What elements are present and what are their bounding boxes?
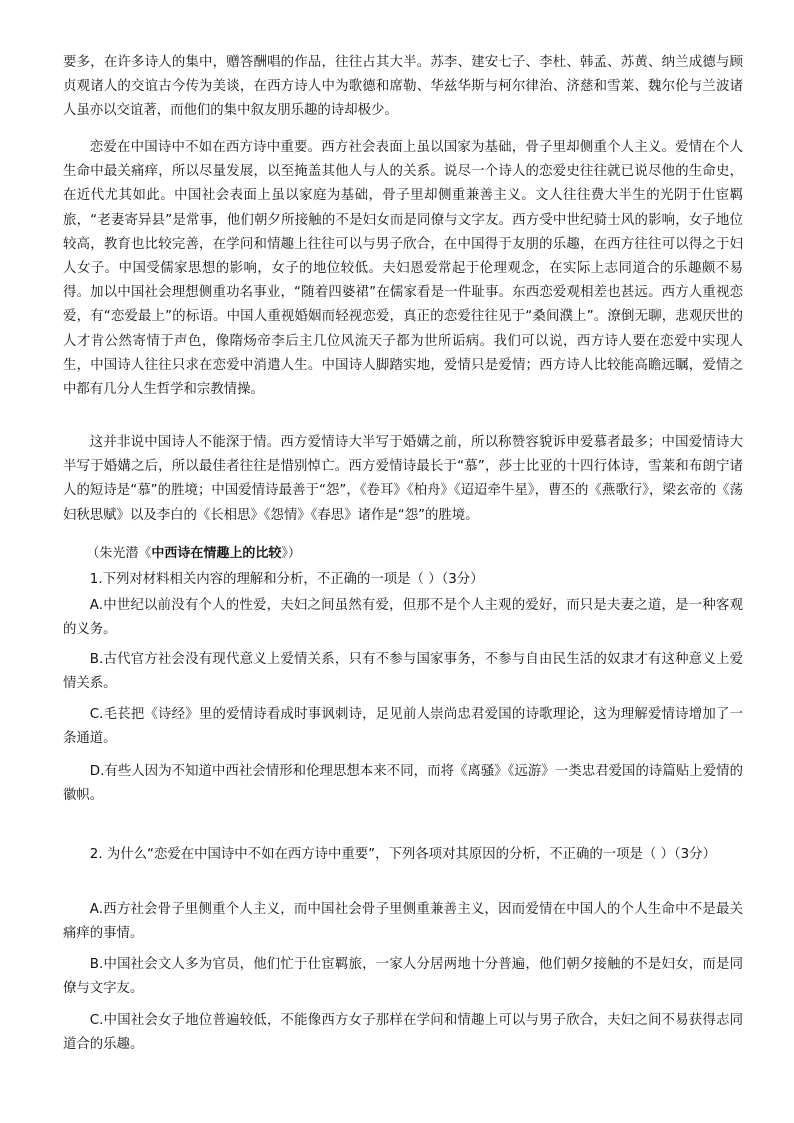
source-close: 》）	[281, 546, 301, 561]
question-1-option-c: C.毛苌把《诗经》里的爱情诗看成时事讽刺诗，足见前人崇尚忠君爱国的诗歌理论，这为理解爱情诗增加了一条通道。	[63, 707, 743, 747]
paragraph-love-importance: 恋爱在中国诗中不如在西方诗中重要。西方社会表面上虽以国家为基础，骨子里却侧重个人主义。爱情在个人生命中最关痛痒，所以尽量发展，以至掩盖其他人与人的关系。说尽一个诗人的恋爱史往往就已说尽他的生命史，在近代尤其如此。中国社会表面上虽以家庭为基础，骨子里却侧重兼善主义。文人往往费大半生的光阴于仕宦羁旅，“老妻寄异县”是常事，他们朝夕所接触的不是妇女而是同僚与文字友。西方受中世纪骑士风的影响，女子地位较高，教育也比较完善，在学问和情趣上往往可以与男子欣合，在中国得于友朋的乐趣，在西方往往可以得之于妇人女子。中国受儒家思想的影响，女子的地位较低。夫妇恩爱常起于伦理观念，在实际上志同道合的乐趣颇不易得。加以中国社会理想侧重功名事业，“随着四婆裙”在儒家看是一件耻事。东西恋爱观相差也甚远。西方人重视恋爱，有“恋爱最上”的标语。中国人重视婚姻而轻视恋爱，真正的恋爱往往见于“桑间濮上”。潦倒无聊，悲观厌世的人才肯公然寄情于声色，像隋炀帝李后主几位风流天子都为世所诟病。我们可以说，西方诗人要在恋爱中实现人生，中国诗人往往只求在恋爱中消遣人生。中国诗人脚踏实地，爱情只是爱情；西方诗人比较能高瞻远瞩，爱情之中都有几分人生哲学和宗教情操。	[63, 140, 743, 398]
source-title: 中西诗在情趣上的比较	[151, 546, 282, 561]
question-2-option-c: C.中国社会女子地位普遍较低，不能像西方女子那样在学问和情趣上可以与男子欣合，夫妇之间不易获得志同道合的乐趣。	[63, 1013, 743, 1053]
source-open: （朱光潜《	[86, 546, 152, 561]
paragraph-friendship-end: 要多，在许多诗人的集中，赠答酬唱的作品，往往占其大半。苏李、建安七子、李杜、韩孟、苏黄、纳兰成德与顾贞观诸人的交谊古今传为美谈，在西方诗人中为歌德和席勒、华兹华斯与柯尔律治、济慈和雪莱、魏尔伦与兰波诸人虽亦以交谊著，而他们的集中叙友朋乐趣的诗却极少。	[63, 55, 743, 119]
question-1-option-a: A.中世纪以前没有个人的性爱，夫妇之间虽然有爱，但那不是个人主观的爱好，而只是夫妻之道，是一种客观的义务。	[63, 598, 743, 638]
question-2-option-a: A.西方社会骨子里侧重个人主义，而中国社会骨子里侧重兼善主义，因而爱情在中国人的个人生命中不是最关痛痒的事情。	[63, 902, 743, 942]
question-1-option-b: B.古代官方社会没有现代意义上爱情关系，只有不参与国家事务，不参与自由民生活的奴隶才有这种意义上爱情关系。	[63, 652, 743, 692]
question-2-stem: 2. 为什么“恋爱在中国诗中不如在西方诗中重要”，下列各项对其原因的分析，不正确的一项是（ ）（3分）	[89, 847, 716, 862]
source-citation	[63, 542, 766, 566]
question-1-stem: 1.下列对材料相关内容的理解和分析，不正确的一项是（ ）（3分）	[89, 572, 484, 587]
question-1-option-d: D.有些人因为不知道中西社会情形和伦理思想本来不同，而将《离骚》《远游》一类忠君爱国的诗篇贴上爱情的徽帜。	[63, 764, 743, 804]
paragraph-love-poetry: 这并非说中国诗人不能深于情。西方爱情诗大半写于婚媾之前，所以称赞容貌诉申爱慕者最多；中国爱情诗大半写于婚媾之后，所以最佳者往往是惜别悼亡。西方爱情诗最长于“慕”，莎士比亚的十四行体诗，雪莱和布朗宁诸人的短诗是“慕”的胜境；中国爱情诗最善于“怨”，《卷耳》《柏舟》《迢迢牵牛星》，曹丕的《燕歌行》，梁玄帝的《荡妇秋思赋》以及李白的《长相思》《怨情》《春思》诸作是“怨”的胜境。	[63, 435, 743, 523]
question-2-option-b: B.中国社会文人多为官员，他们忙于仕宦羁旅，一家人分居两地十分普遍，他们朝夕接触的不是妇女，而是同僚与文字友。	[63, 957, 743, 997]
